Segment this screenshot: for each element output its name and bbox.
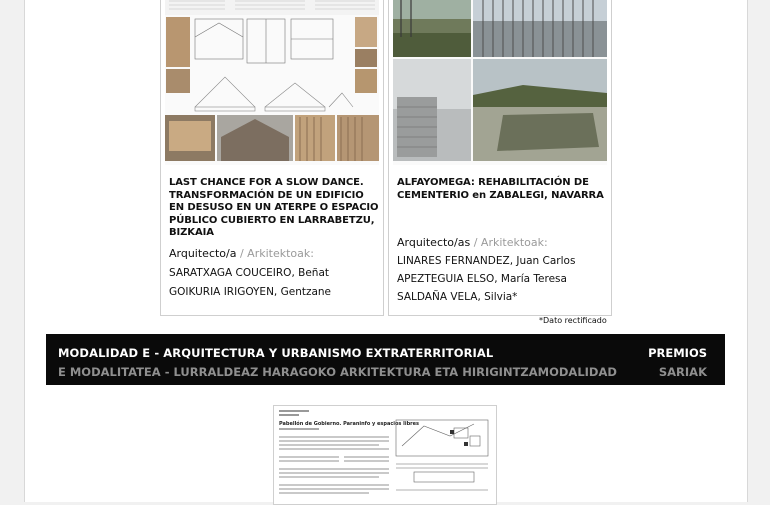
category-title-es: MODALIDAD E - ARQUITECTURA Y URBANISMO EXTRATERRITORIAL bbox=[58, 346, 494, 360]
page bbox=[24, 0, 748, 502]
premios-label: PREMIOS bbox=[648, 346, 707, 360]
architect-name: LINARES FERNANDEZ, Juan Carlos bbox=[397, 255, 576, 267]
sariak-label: SARIAK bbox=[658, 365, 707, 379]
entry-card-zabalegi[interactable] bbox=[388, 0, 612, 316]
entry-image-larrabetzu bbox=[165, 0, 379, 165]
entry-image-zabalegi bbox=[393, 0, 607, 165]
rectification-note: *Dato rectificado bbox=[539, 316, 607, 325]
architect-label bbox=[169, 244, 314, 263]
architect-label bbox=[397, 233, 548, 252]
architect-name: APEZTEGUIA ELSO, María Teresa bbox=[397, 273, 567, 285]
architect-name: SARATXAGA COUCEIRO, Beñat bbox=[169, 267, 329, 279]
entry-title: ALFAYOMEGA: REHABILITACIÓN DE CEMENTERIO en ZABALEGI, NAVARRA bbox=[397, 177, 604, 201]
architect-label-es: Arquitecto/as bbox=[397, 236, 471, 249]
architect-label-eu: / Arkitektoak: bbox=[239, 247, 314, 260]
architect-name: GOIKURIA IRIGOYEN, Gentzane bbox=[169, 286, 332, 298]
category-band bbox=[46, 334, 725, 385]
entry-title: LAST CHANCE FOR A SLOW DANCE. TRANSFORMACIÓN DE UN EDIFICIO EN DESUSO EN UN ATERPE O ESPACIO PÚBLICO CUBIERTO EN LARRABETZU, BIZKAIA bbox=[169, 177, 379, 238]
entry-image-pabellon bbox=[274, 406, 496, 504]
entry-card-pabellon[interactable] bbox=[273, 405, 497, 505]
architect-label-eu: / Arkitektoak: bbox=[473, 236, 548, 249]
architect-label-es: Arquitecto/a bbox=[169, 247, 237, 260]
panel-title: Pabellón de Gobierno. Paraninfo y espacios libres bbox=[279, 421, 419, 427]
architect-name: SALDAÑA VELA, Silvia* bbox=[397, 291, 518, 303]
entry-card-larrabetzu[interactable] bbox=[160, 0, 384, 316]
category-title-eu: E MODALITATEA - LURRALDEAZ HARAGOKO ARKITEKTURA ETA HIRIGINTZAMODALIDAD bbox=[58, 365, 617, 379]
